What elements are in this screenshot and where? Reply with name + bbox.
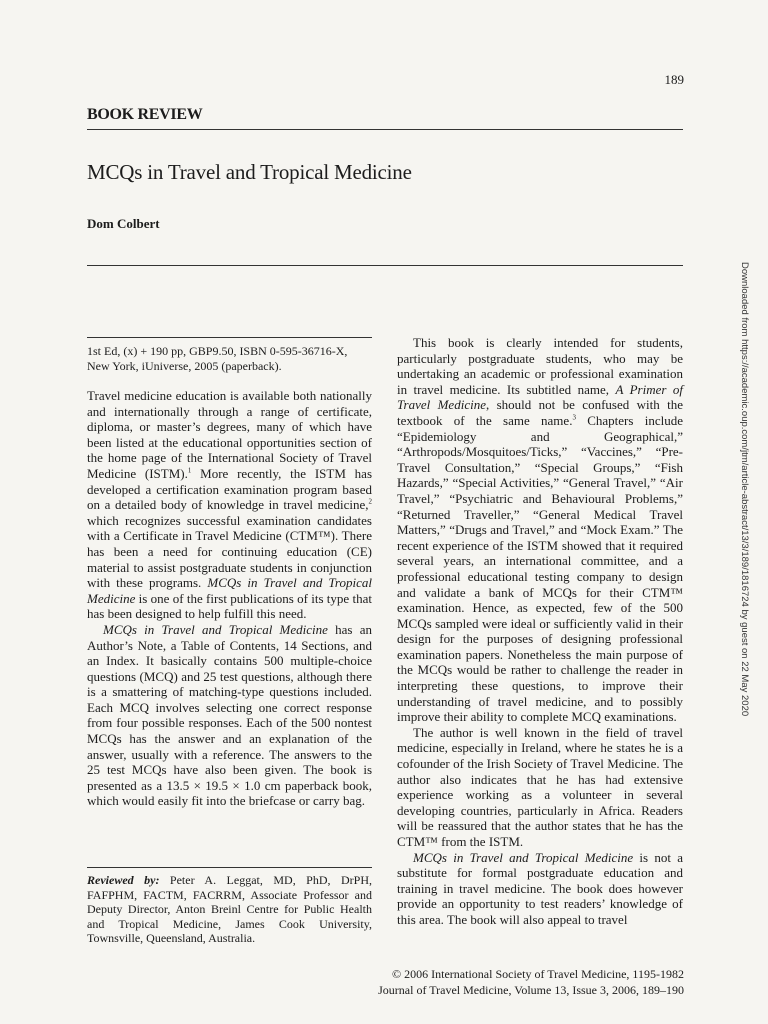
reviewer-credit: Reviewed by: Peter A. Leggat, MD, PhD, DrPH, FAFPHM, FACTM, FACRRM, Associate Professor and Deputy Director, Anton Breinl Centre for Public Health and Tropical Medicine, James Cook University, Townsville, Queensland, Australia. xyxy=(87,873,373,946)
left-paragraph-1: Travel medicine education is available both nationally and internationally through a range of certificate, diploma, or master’s degrees, many of which have been listed at the educational opportunities section of the home page of the International Society of Travel Medicine (ISTM).$^1$ More recently, the ISTM has developed a certification examination program based on a detailed body of knowledge in travel medicine,$^2$ which recognizes successful examination candidates with a Certificate in Travel Medicine (CTM™). There has been a need for continuing education (CE) material to assist postgraduate students in conjunction with these programs. MCQs in Travel and Tropical Medicine is one of the first publications of its type that has been designed to help fulfill this need. xyxy=(87,388,373,622)
right-paragraph-1: This book is clearly intended for students, particularly postgraduate students, who may be undertaking an academic or professional examination in travel medicine. Its subtitled name, A Primer of Travel Medicine, should not be confused with the textbook of the same name.$^3$ Chapters include “Epidemiology and Geographical,” “Arthropods/Mosquitoes/Ticks,” “Vaccines,” “Pre-Travel Consultation,” “Special Groups,” “Fish Hazards,” “Special Activities,” “General Travel,” “Air Travel,” “Psychiatric and Behavioural Problems,” “Returned Traveller,” “General Medical Travel Matters,” “Drugs and Travel,” and “Mock Exam.” The recent experience of the ISTM showed that it required several years, an international committee, and a professional educational testing company to design and validate a bank of MCQs for their CTM™ examination. Hence, as expected, few of the 500 MCQs sampled were ideal or sufficiently valid in their design for the purposes of designing professional examination papers. Nonetheless the main purpose of the MCQs would be rather to challenge the reader in interpreting these questions, to improve their understanding of travel medicine, and to possibly improve their ability to complete MCQ examinations. xyxy=(397,335,683,725)
page-number: 189 xyxy=(664,72,684,87)
section-label: BOOK REVIEW xyxy=(87,106,203,123)
footer-citation: Journal of Travel Medicine, Volume 13, Issue 3, 2006, 189–190 xyxy=(378,983,684,997)
right-column xyxy=(397,335,683,928)
reviewer-rule xyxy=(87,867,372,868)
download-watermark: Downloaded from https://academic.oup.com/jtm/article-abstract/13/3/189/1816724 by guest on 22 May 2020 xyxy=(739,262,750,717)
left-paragraph-2: MCQs in Travel and Tropical Medicine has an Author’s Note, a Table of Contents, 14 Sections, and an Index. It basically contains 500 multiple-choice questions (MCQ) and 25 test questions, although there is a smattering of matching-type questions included. Each MCQ involves selecting one correct response from four possible responses. Each of the 500 nontest MCQs has the answer and an explanation of the answer, usually with a reference. The answers to the 25 test MCQs have also been given. The book is presented as a 13.5 × 19.5 × 1.0 cm paperback book, which would easily fit into the briefcase or carry bag. xyxy=(87,621,372,809)
right-paragraph-2: The author is well known in the field of travel medicine, especially in Ireland, where he states he is a cofounder of the Irish Society of Travel Medicine. The author also indicates that he has had extensive experience working as a volunteer in several developing countries, particularly in Africa. Readers will be reassured that the author states that he has the CTM™ from the ISTM. xyxy=(397,724,683,849)
header-divider xyxy=(87,265,683,266)
author-name: Dom Colbert xyxy=(87,216,160,231)
left-column xyxy=(87,388,372,809)
footer xyxy=(300,966,684,998)
bibliographic-info: 1st Ed, (x) + 190 pp, GBP9.50, ISBN 0-595-36716-X, New York, iUniverse, 2005 (paperback). xyxy=(87,344,348,373)
top-rule xyxy=(87,129,683,130)
bibliographic-rule xyxy=(87,337,372,338)
right-paragraph-3: MCQs in Travel and Tropical Medicine is not a substitute for formal postgraduate education and training in travel medicine. The book does however provide an opportunity to test readers’ knowledge of this area. The book will also appeal to travel xyxy=(397,849,683,927)
footer-copyright: © 2006 International Society of Travel Medicine, 1195-1982 xyxy=(392,967,684,981)
article-title: MCQs in Travel and Tropical Medicine xyxy=(87,160,412,184)
